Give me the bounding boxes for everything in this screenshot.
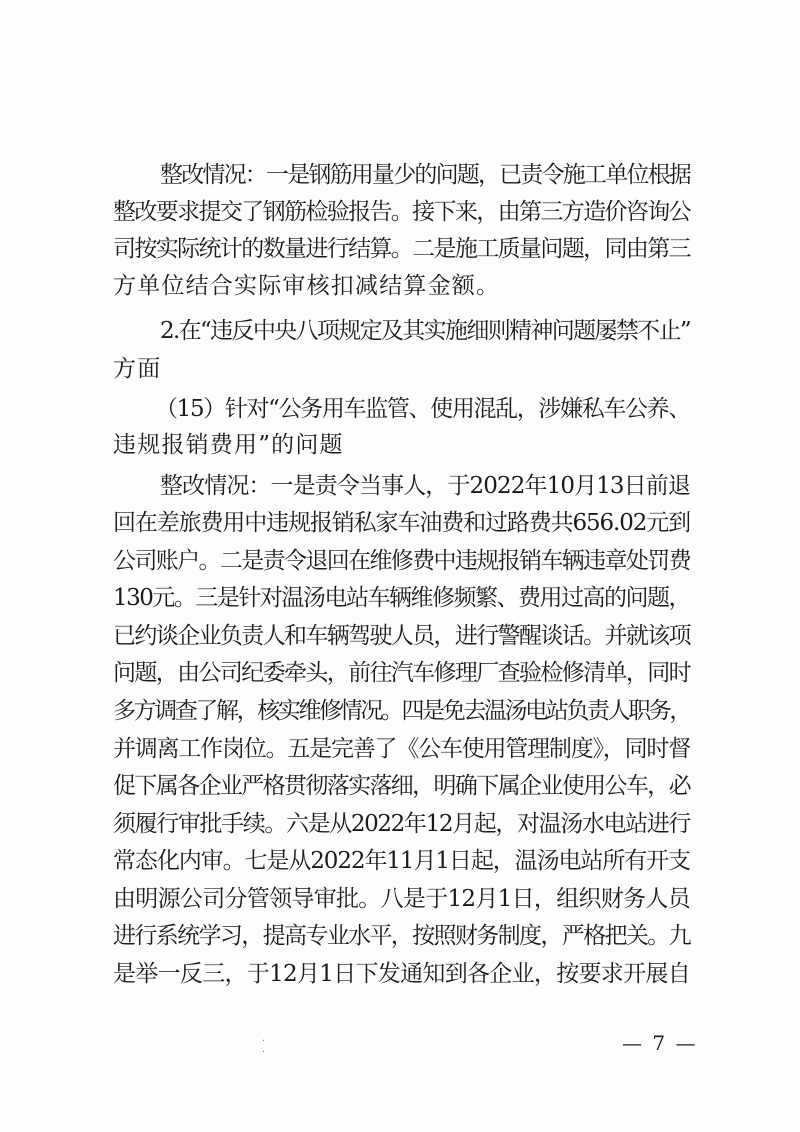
scan-speck: · · [262, 1036, 266, 1058]
body-line: 已约谈企业负责人和车辆驾驶人员，进行警醒谈话。并就该项 [113, 623, 690, 649]
body-line: 须履行审批手续。六是从2022年12月起，对温汤水电站进行 [113, 811, 690, 837]
item-heading-line: （15）针对“公务用车监管、使用混乱，涉嫌私车公养、 [155, 396, 690, 422]
body-line: 多方调查了解，核实维修情况。四是免去温汤电站负责人职务， [113, 698, 690, 724]
body-line: 常态化内审。七是从2022年11月1日起，温汤电站所有开支 [113, 848, 690, 874]
body-line: 回在差旅费用中违规报销私家车油费和过路费共656.02元到 [113, 510, 690, 536]
body-line: 整改情况：一是钢筋用量少的问题，已责令施工单位根据 [160, 162, 691, 188]
body-line: 并调离工作岗位。五是完善了《公车使用管理制度》，同时督 [113, 736, 690, 762]
item-heading-line: 违规报销费用”的问题 [113, 432, 344, 458]
section-heading-line: 2.在“违反中央八项规定及其实施细则精神问题屡禁不止” [160, 318, 690, 344]
body-line: 是举一反三，于12月1日下发通知到各企业，按要求开展自 [113, 961, 690, 987]
body-line: 公司账户。二是责令退回在维修费中违规报销车辆违章处罚费 [113, 548, 690, 574]
body-line: 问题，由公司纪委牵头，前往汽车修理厂查验检修清单，同时 [113, 660, 690, 686]
section-heading-line: 方面 [113, 356, 162, 382]
body-line: 整改情况：一是责令当事人，于2022年10月13日前退 [160, 473, 690, 499]
body-line: 整改要求提交了钢筋检验报告。接下来，由第三方造价咨询公 [113, 199, 690, 225]
body-line: 130元。三是针对温汤电站车辆维修频繁、费用过高的问题， [113, 585, 691, 611]
body-line: 由明源公司分管领导审批。八是于12月1日，组织财务人员 [113, 886, 690, 912]
body-line: 促下属各企业严格贯彻落实落细，明确下属企业使用公车，必 [113, 773, 690, 799]
body-line: 司按实际统计的数量进行结算。二是施工质量问题，同由第三 [113, 236, 690, 262]
body-line: 方单位结合实际审核扣减结算金额。 [113, 273, 501, 299]
body-line: 进行系统学习，提高专业水平，按照财务制度，严格把关。九 [113, 923, 690, 949]
page-number: — 7 — [622, 1031, 698, 1055]
